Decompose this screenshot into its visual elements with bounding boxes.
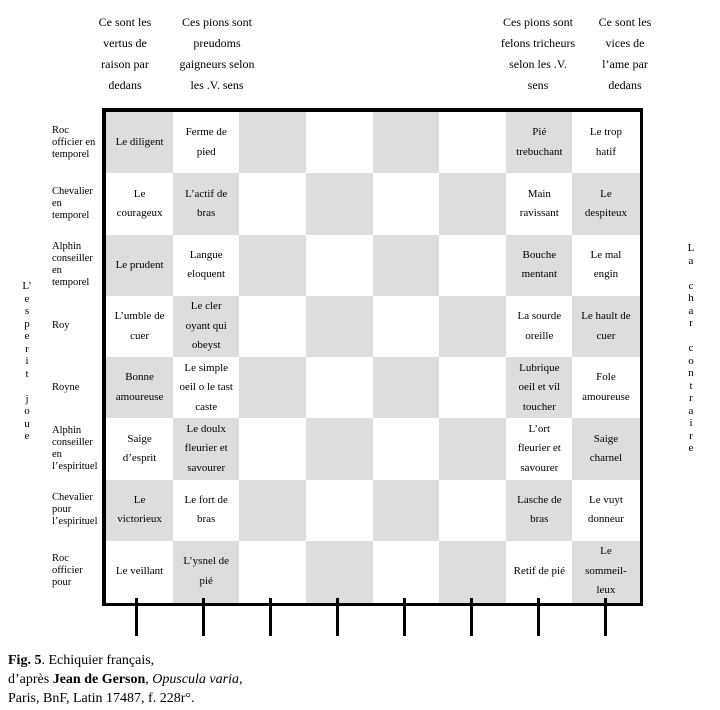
board-square <box>306 541 373 603</box>
board-square <box>373 418 440 480</box>
board-leg <box>269 598 272 636</box>
row-label: Roc officier en temporel <box>52 124 96 160</box>
board-square: Lubrique oeil et vil toucher <box>506 357 573 419</box>
board-square: Fole amoureuse <box>572 357 639 419</box>
row-label: Roy <box>52 320 70 332</box>
board-square: Le hault de cuer <box>572 296 639 358</box>
header-virtues-of-reason: Ce sont les vertus de raison par dedans <box>98 15 152 92</box>
board-leg <box>403 598 406 636</box>
caption-line1: . Echiquier français, <box>41 653 155 668</box>
board-leg <box>135 598 138 636</box>
side-label-left: L’ e s p e r i t j o u e <box>22 280 32 442</box>
board-square <box>373 112 440 174</box>
row-label: Alphin conseiller en temporel <box>52 241 93 289</box>
side-label-right: L a c h a r c o n t r a i r e <box>687 242 695 454</box>
board-square: Le sommeil- leux <box>572 541 639 603</box>
board-square: Le prudent <box>106 235 173 297</box>
board-square <box>239 418 306 480</box>
board-square: Le simple oeil o le tast caste <box>173 357 240 419</box>
board-square: Le mal engin <box>572 235 639 297</box>
board-leg <box>537 598 540 636</box>
row-label: Alphin conseiller en l’espirituel <box>52 424 98 472</box>
board-square <box>373 480 440 542</box>
board-square: La sourde oreille <box>506 296 573 358</box>
board-square <box>373 235 440 297</box>
board-square <box>239 112 306 174</box>
header-good-pawns: Ces pions sont preudoms gaigneurs selon les .V. sens <box>179 15 255 92</box>
board-square <box>439 418 506 480</box>
board-square: Saige d’esprit <box>106 418 173 480</box>
board-square: Le courageux <box>106 173 173 235</box>
board-square <box>373 173 440 235</box>
caption-work: Opuscula varia <box>152 672 239 687</box>
board-square <box>306 418 373 480</box>
board-square <box>439 480 506 542</box>
board-square <box>239 480 306 542</box>
board-square <box>239 235 306 297</box>
header-false-pawns: Ces pions sont felons tricheurs selon les .V. sens <box>500 15 576 92</box>
board-square: Main ravissant <box>506 173 573 235</box>
board-square <box>439 541 506 603</box>
board-leg <box>470 598 473 636</box>
row-label: Chevalier en temporel <box>52 185 93 221</box>
board-square <box>439 173 506 235</box>
board-square: Le despiteux <box>572 173 639 235</box>
board-square <box>439 235 506 297</box>
board-square: Le veillant <box>106 541 173 603</box>
board-square: Le cler oyant qui obeyst <box>173 296 240 358</box>
header-vices-of-soul: Ce sont les vices de l’ame par dedans <box>598 15 652 92</box>
board-square: Le vuyt donneur <box>572 480 639 542</box>
board-leg <box>202 598 205 636</box>
board-square <box>306 173 373 235</box>
caption-line3: Paris, BnF, Latin 17487, f. 228r°. <box>8 691 195 706</box>
board-square: Le diligent <box>106 112 173 174</box>
board-square: Le trop hatif <box>572 112 639 174</box>
board-square: Lasche de bras <box>506 480 573 542</box>
caption-fig-label: Fig. 5 <box>8 653 42 668</box>
board-square: Ferme de pied <box>173 112 240 174</box>
board-square: Bonne amoureuse <box>106 357 173 419</box>
board-square <box>239 541 306 603</box>
row-label: Chevalier pour l’espirituel <box>52 492 98 528</box>
board-square <box>373 541 440 603</box>
chessboard <box>102 108 643 606</box>
board-square: Pié trebuchant <box>506 112 573 174</box>
caption-line2-post: , <box>238 672 243 687</box>
row-label: Roc officier pour <box>52 553 83 589</box>
board-square <box>306 235 373 297</box>
board-square: Le doulx fleurier et savourer <box>173 418 240 480</box>
board-square <box>239 296 306 358</box>
board-square: Le victorieux <box>106 480 173 542</box>
board-leg <box>336 598 339 636</box>
board-square: Retif de pié <box>506 541 573 603</box>
board-square <box>439 296 506 358</box>
board-square <box>239 357 306 419</box>
board-square: Le fort de bras <box>173 480 240 542</box>
caption-line2-pre: d’après <box>8 672 53 687</box>
board-square <box>306 296 373 358</box>
board-square <box>439 112 506 174</box>
board-square <box>373 357 440 419</box>
figure-caption <box>8 651 428 708</box>
board-square <box>439 357 506 419</box>
board-square <box>306 112 373 174</box>
board-square: L’ysnel de pié <box>173 541 240 603</box>
caption-author: Jean de Gerson <box>52 672 146 687</box>
board-square: Saige charnel <box>572 418 639 480</box>
board-square: L’actif de bras <box>173 173 240 235</box>
board-leg <box>604 598 607 636</box>
board-square <box>306 357 373 419</box>
caption-sep: , <box>145 672 153 687</box>
board-square <box>306 480 373 542</box>
row-label: Royne <box>52 381 80 393</box>
board-square: Langue eloquent <box>173 235 240 297</box>
board-square: L’ort fleurier et savourer <box>506 418 573 480</box>
board-square <box>239 173 306 235</box>
board-square: L’umble de cuer <box>106 296 173 358</box>
board-square <box>373 296 440 358</box>
board-square: Bouche mentant <box>506 235 573 297</box>
